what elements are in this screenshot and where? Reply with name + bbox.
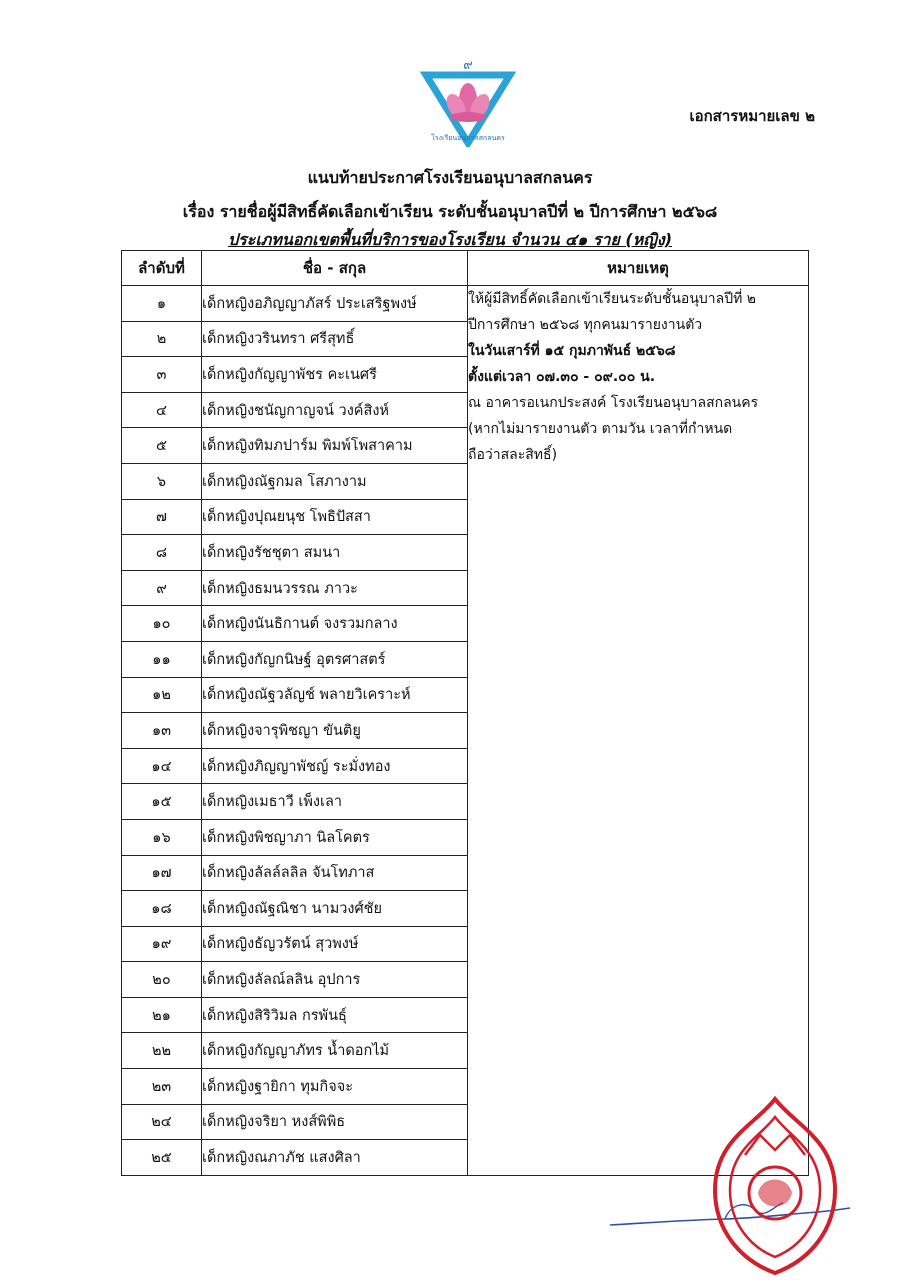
row-number: ๑๓ [122,713,202,749]
remark-line5: ณ อาคารอเนกประสงค์ โรงเรียนอนุบาลสกลนคร [468,395,759,411]
announcement-title: แนบท้ายประกาศโรงเรียนอนุบาลสกลนคร [307,168,593,187]
student-name: เด็กหญิงธัญวรัตน์ สุวพงษ์ [202,926,468,962]
student-name: เด็กหญิงณัฐกมล โสภางาม [202,463,468,499]
row-number: ๒๒ [122,1033,202,1069]
student-name: เด็กหญิงณัฐณิชา นามวงศ์ชัย [202,891,468,927]
student-name: เด็กหญิงพิชญาภา นิลโคตร [202,819,468,855]
row-number: ๙ [122,570,202,606]
row-number: ๒๐ [122,962,202,998]
student-name: เด็กหญิงกัญกนิษฐ์ อุตรศาสตร์ [202,641,468,677]
document-number: เอกสารหมายเลข ๒ [689,107,815,125]
student-name: เด็กหญิงวรินทรา ศรีสุทธิ์ [202,321,468,357]
student-name: เด็กหญิงภิญญาพัชญ์ ระมั่งทอง [202,748,468,784]
student-name: เด็กหญิงปุณยนุช โพธิปัสสา [202,499,468,535]
student-name: เด็กหญิงจริยา หงส์พิพิธ [202,1104,468,1140]
school-seal [700,1095,850,1278]
remarks-cell [468,286,809,1176]
student-name: เด็กหญิงสิริวิมล กรพันธุ์ [202,997,468,1033]
row-number: ๘ [122,535,202,571]
table-header-row [122,251,809,286]
row-number: ๑ [122,286,202,322]
header-note: หมายเหตุ [468,251,809,286]
student-name: เด็กหญิงนันธิกานต์ จงรวมกลาง [202,606,468,642]
row-number: ๑๘ [122,891,202,927]
row-number: ๒๔ [122,1104,202,1140]
student-name: เด็กหญิงชนัญกาญจน์ วงค์สิงห์ [202,392,468,428]
remark-line7: ถือว่าสละสิทธิ์) [468,447,558,463]
remark-line2: ปีการศึกษา ๒๕๖๘ ทุกคนมารายงานตัว [468,317,703,333]
student-name: เด็กหญิงลัลล์ลลิล จันโทภาส [202,855,468,891]
row-number: ๒ [122,321,202,357]
header-name: ชื่อ - สกุล [202,251,468,286]
header-number: ลำดับที่ [122,251,202,286]
school-logo [418,55,518,147]
row-number: ๕ [122,428,202,464]
row-number: ๒๑ [122,997,202,1033]
row-number: ๑๐ [122,606,202,642]
student-name: เด็กหญิงทิมภปาร์ม พิมพ์โพสาคาม [202,428,468,464]
table-row [122,286,809,322]
student-name: เด็กหญิงฐายิกา ทุมกิจจะ [202,1069,468,1105]
logo-numeral: ๙ [463,58,473,73]
announcement-subject: เรื่อง รายชื่อผู้มีสิทธิ์คัดเลือกเข้าเรียน ระดับชั้นอนุบาลปีที่ ๒ ปีการศึกษา ๒๕๖๘ [182,202,718,221]
student-name: เด็กหญิงลัลณ์ลลิน อุปการ [202,962,468,998]
row-number: ๖ [122,463,202,499]
student-name: เด็กหญิงณภาภัช แสงศิลา [202,1140,468,1176]
remark-line3: ในวันเสาร์ที่ ๑๕ กุมภาพันธ์ ๒๕๖๘ [468,343,676,359]
row-number: ๑๙ [122,926,202,962]
remark-line6: (หากไม่มารายงานตัว ตามวัน เวลาที่กำหนด [468,421,733,437]
student-name: เด็กหญิงณัฐวลัญช์ พลายวิเคราะห์ [202,677,468,713]
announcement-category: ประเภทนอกเขตพื้นที่บริการของโรงเรียน จำนวน ๔๑ ราย (หญิง) [227,230,673,249]
roster-body [122,286,809,1176]
logo-caption: โรงเรียนอนุบาลสกลนคร [431,134,505,142]
student-name: เด็กหญิงกัญญาภัทร น้ำดอกไม้ [202,1033,468,1069]
student-name: เด็กหญิงธมนวรรณ ภาวะ [202,570,468,606]
student-name: เด็กหญิงเมธาวี เพ็งเลา [202,784,468,820]
row-number: ๑๖ [122,819,202,855]
row-number: ๓ [122,357,202,393]
row-number: ๒๓ [122,1069,202,1105]
row-number: ๒๕ [122,1140,202,1176]
row-number: ๗ [122,499,202,535]
student-name: เด็กหญิงกัญญาพัชร คะเนศรี [202,357,468,393]
student-name: เด็กหญิงจารุพิชญา ขันติยู [202,713,468,749]
remark-line1: ให้ผู้มีสิทธิ์คัดเลือกเข้าเรียนระดับชั้นอนุบาลปีที่ ๒ [468,291,757,307]
student-name: เด็กหญิงอภิญญาภัสร์ ประเสริฐพงษ์ [202,286,468,322]
remark-line4: ตั้งแต่เวลา ๐๗.๓๐ - ๐๙.๐๐ น. [468,369,656,385]
row-number: ๑๔ [122,748,202,784]
student-roster-table [121,250,809,1176]
student-name: เด็กหญิงรัชชุตา สมนา [202,535,468,571]
row-number: ๑๗ [122,855,202,891]
row-number: ๑๒ [122,677,202,713]
row-number: ๑๕ [122,784,202,820]
row-number: ๔ [122,392,202,428]
row-number: ๑๑ [122,641,202,677]
